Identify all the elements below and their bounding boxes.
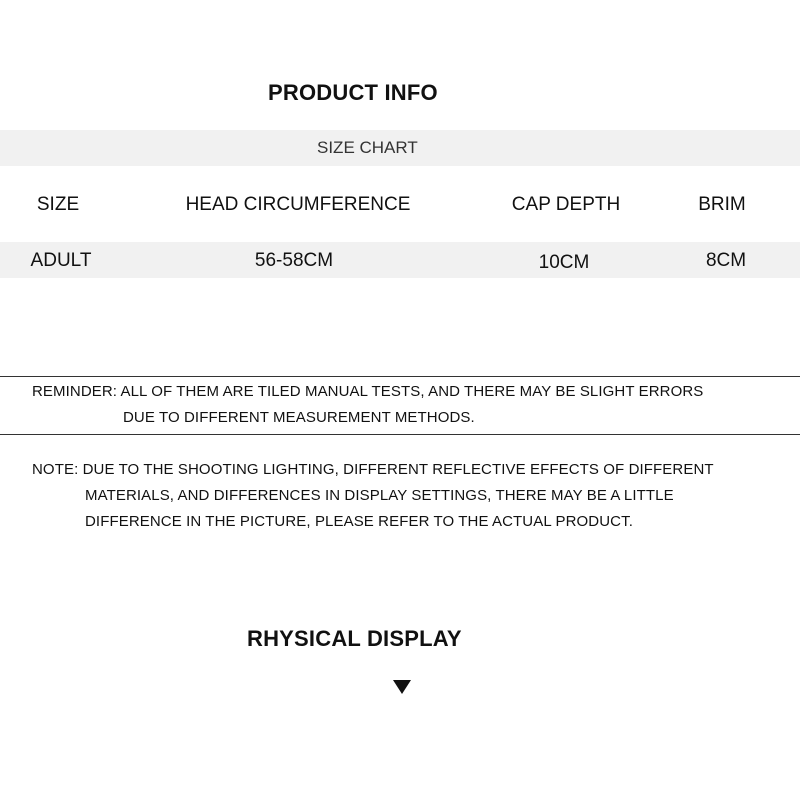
divider-bottom (0, 434, 800, 435)
note-line-1: NOTE: DUE TO THE SHOOTING LIGHTING, DIFFERENT REFLECTIVE EFFECTS OF DIFFERENT (32, 461, 714, 478)
divider-top (0, 376, 800, 377)
header-head-circumference: HEAD CIRCUMFERENCE (185, 194, 411, 215)
down-triangle-icon (393, 680, 411, 694)
reminder-line-1: REMINDER: ALL OF THEM ARE TILED MANUAL TESTS, AND THERE MAY BE SLIGHT ERRORS (32, 383, 704, 400)
note-line-2: MATERIALS, AND DIFFERENCES IN DISPLAY SETTINGS, THERE MAY BE A LITTLE (85, 487, 674, 504)
cell-size: ADULT (30, 250, 92, 271)
size-chart-label: SIZE CHART (317, 138, 418, 157)
reminder-line-2: DUE TO DIFFERENT MEASUREMENT METHODS. (123, 409, 475, 426)
physical-display-title: RHYSICAL DISPLAY (247, 626, 462, 651)
header-cap-depth: CAP DEPTH (511, 194, 621, 215)
cell-brim: 8CM (705, 250, 747, 271)
cell-head-circumference: 56-58CM (254, 250, 334, 271)
product-info-title: PRODUCT INFO (268, 80, 438, 105)
header-brim: BRIM (698, 194, 746, 215)
header-size: SIZE (36, 194, 80, 215)
table-row (0, 242, 800, 278)
cell-cap-depth: 10CM (538, 252, 590, 273)
note-line-3: DIFFERENCE IN THE PICTURE, PLEASE REFER TO THE ACTUAL PRODUCT. (85, 513, 633, 530)
